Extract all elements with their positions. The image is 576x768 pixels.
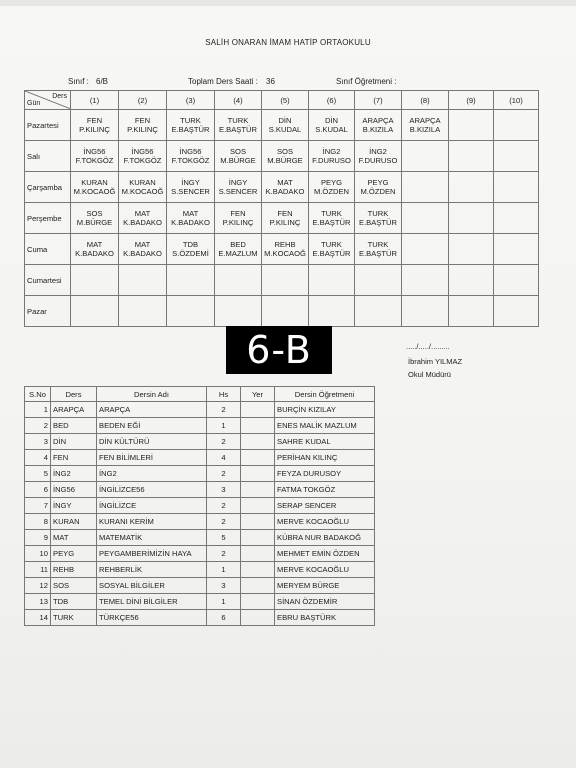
- row-number: 13: [25, 594, 51, 610]
- lesson-cell: [402, 296, 449, 327]
- lesson-teacher: E.BAŞTÜR: [359, 218, 397, 227]
- lesson-code: DİN: [324, 116, 339, 125]
- lesson-cell: [119, 172, 167, 203]
- lesson-teacher: F.TOKGÖZ: [123, 156, 162, 165]
- lesson-teacher: K.BADAKO: [123, 218, 162, 227]
- course-teacher: SİNAN ÖZDEMİR: [275, 594, 375, 610]
- lesson-teacher: M.BÜRGE: [220, 156, 256, 165]
- weekly-hours: 2: [207, 546, 241, 562]
- course-name: DİN KÜLTÜRÜ: [97, 434, 207, 450]
- lesson-cell: [215, 203, 262, 234]
- header-hs: Hs: [207, 387, 241, 402]
- lesson-cell: [309, 203, 355, 234]
- lesson-cell: [215, 172, 262, 203]
- corner-ders-label: Ders: [52, 93, 67, 100]
- course-code: FEN: [51, 450, 97, 466]
- lesson-teacher: P.KILINÇ: [127, 125, 158, 134]
- timetable-day-row: [25, 265, 539, 296]
- lesson-cell: [262, 203, 309, 234]
- course-teacher: PERİHAN KILINÇ: [275, 450, 375, 466]
- class-banner: 6-B: [226, 326, 332, 374]
- lesson-code: SOS: [86, 209, 103, 218]
- lesson-code: TURK: [321, 240, 342, 249]
- class-label: Sınıf :: [68, 77, 89, 86]
- lesson-cell: [355, 141, 402, 172]
- total-hours-label: Toplam Ders Saati :: [188, 77, 258, 86]
- signature-date: ...../...../.........: [406, 342, 450, 351]
- lesson-cell: [119, 203, 167, 234]
- course-teacher: FEYZA DURUSOY: [275, 466, 375, 482]
- lesson-cell: [262, 172, 309, 203]
- lesson-cell: [355, 296, 402, 327]
- weekly-hours: 6: [207, 610, 241, 626]
- lesson-code: TURK: [180, 116, 201, 125]
- lesson-code: İNG56: [83, 147, 106, 156]
- lesson-code: İNG56: [179, 147, 202, 156]
- lesson-code: MAT: [182, 209, 199, 218]
- row-number: 10: [25, 546, 51, 562]
- timetable-day-row: [25, 203, 539, 234]
- lesson-cell: [449, 203, 494, 234]
- lesson-teacher: K.BADAKO: [123, 249, 162, 258]
- course-list-table: [24, 386, 375, 626]
- course-code: İNG2: [51, 466, 97, 482]
- lesson-teacher: K.BADAKO: [171, 218, 210, 227]
- lesson-code: FEN: [230, 209, 246, 218]
- lesson-code: TURK: [227, 116, 249, 125]
- weekly-hours: 4: [207, 450, 241, 466]
- lesson-teacher: P.KILINÇ: [79, 125, 110, 134]
- lesson-cell: [402, 234, 449, 265]
- lesson-cell: [119, 265, 167, 296]
- lesson-code: İNGY: [181, 178, 200, 187]
- lesson-teacher: E.MAZLUM: [218, 249, 258, 258]
- course-room: [241, 562, 275, 578]
- weekly-hours: 2: [207, 434, 241, 450]
- weekly-hours: 1: [207, 418, 241, 434]
- course-name: İNGİLİZCE56: [97, 482, 207, 498]
- paper-fold: [0, 0, 576, 6]
- lesson-cell: [494, 296, 539, 327]
- course-room: [241, 594, 275, 610]
- lesson-code: MAT: [134, 240, 151, 249]
- lesson-code: PEYG: [367, 178, 389, 187]
- lesson-teacher: P.KILINÇ: [222, 218, 254, 227]
- lesson-teacher: S.ÖZDEMİ: [172, 249, 209, 258]
- course-room: [241, 466, 275, 482]
- lesson-teacher: S.KUDAL: [268, 125, 302, 134]
- course-room: [241, 578, 275, 594]
- course-room: [241, 402, 275, 418]
- lesson-code: TURK: [367, 209, 389, 218]
- lesson-teacher: E.BAŞTÜR: [312, 218, 351, 227]
- lesson-cell: [309, 110, 355, 141]
- course-teacher: MEHMET EMİN ÖZDEN: [275, 546, 375, 562]
- lesson-cell: [167, 110, 215, 141]
- period-header: (6): [309, 91, 355, 110]
- row-number: 4: [25, 450, 51, 466]
- course-name: İNGİLİZCE: [97, 498, 207, 514]
- lesson-teacher: M.KOCAOĞ: [73, 187, 116, 196]
- lesson-cell: [215, 296, 262, 327]
- course-teacher: SAHRE KUDAL: [275, 434, 375, 450]
- lesson-cell: [71, 110, 119, 141]
- day-label: Cuma: [25, 234, 71, 265]
- course-row: [25, 498, 375, 514]
- lesson-code: KURAN: [129, 178, 156, 187]
- lesson-code: İNG2: [369, 147, 387, 156]
- lesson-code: FEN: [134, 116, 151, 125]
- period-header: (7): [355, 91, 402, 110]
- lesson-teacher: P.KILINÇ: [269, 218, 301, 227]
- course-name: BEDEN EĞİ: [97, 418, 207, 434]
- course-name: İNG2: [97, 466, 207, 482]
- row-number: 6: [25, 482, 51, 498]
- course-row: [25, 466, 375, 482]
- course-row: [25, 402, 375, 418]
- lesson-cell: [262, 234, 309, 265]
- course-list-header: [25, 387, 375, 402]
- lesson-teacher: M.BÜRGE: [267, 156, 303, 165]
- lesson-code: FEN: [86, 116, 103, 125]
- corner-gun-label: Gün: [27, 100, 41, 107]
- lesson-cell: [262, 296, 309, 327]
- lesson-teacher: S.SENCER: [218, 187, 258, 196]
- timetable-day-row: [25, 172, 539, 203]
- lesson-teacher: E.BAŞTÜR: [219, 125, 257, 134]
- lesson-teacher: B.KIZILA: [362, 125, 394, 134]
- lesson-cell: [494, 234, 539, 265]
- course-row: [25, 610, 375, 626]
- course-code: DİN: [51, 434, 97, 450]
- header-ogretmen: Dersin Öğretmeni: [275, 387, 375, 402]
- lesson-code: SOS: [229, 147, 247, 156]
- lesson-cell: [262, 265, 309, 296]
- course-code: TDB: [51, 594, 97, 610]
- period-header: (10): [494, 91, 539, 110]
- lesson-cell: [494, 141, 539, 172]
- header-yer: Yer: [241, 387, 275, 402]
- weekly-hours: 2: [207, 402, 241, 418]
- lesson-code: BED: [230, 240, 246, 249]
- timetable-header-row: [25, 91, 539, 110]
- row-number: 3: [25, 434, 51, 450]
- lesson-cell: [215, 265, 262, 296]
- lesson-teacher: F.DURUSO: [358, 156, 398, 165]
- lesson-code: TDB: [182, 240, 199, 249]
- lesson-cell: [402, 203, 449, 234]
- course-teacher: MERYEM BÜRGE: [275, 578, 375, 594]
- course-teacher: ENES MALİK MAZLUM: [275, 418, 375, 434]
- course-name: ARAPÇA: [97, 402, 207, 418]
- lesson-code: DİN: [278, 116, 292, 125]
- lesson-teacher: F.DURUSO: [312, 156, 351, 165]
- lesson-teacher: B.KIZILA: [409, 125, 441, 134]
- lesson-teacher: M.BÜRGE: [76, 218, 113, 227]
- course-row: [25, 594, 375, 610]
- lesson-cell: [167, 234, 215, 265]
- lesson-cell: [119, 296, 167, 327]
- day-label: Pazar: [25, 296, 71, 327]
- lesson-teacher: E.BAŞTÜR: [359, 249, 397, 258]
- course-name: MATEMATİK: [97, 530, 207, 546]
- course-row: [25, 418, 375, 434]
- lesson-cell: [167, 172, 215, 203]
- lesson-cell: [355, 110, 402, 141]
- course-name: FEN BİLİMLERİ: [97, 450, 207, 466]
- course-room: [241, 546, 275, 562]
- lesson-teacher: E.BAŞTÜR: [171, 125, 210, 134]
- lesson-code: İNGY: [228, 178, 248, 187]
- course-row: [25, 434, 375, 450]
- day-label: Perşembe: [25, 203, 71, 234]
- lesson-cell: [449, 141, 494, 172]
- course-teacher: MERVE KOCAOĞLU: [275, 562, 375, 578]
- header-dersin-adi: Dersin Adı: [97, 387, 207, 402]
- weekly-hours: 3: [207, 482, 241, 498]
- lesson-cell: [309, 141, 355, 172]
- lesson-cell: [71, 296, 119, 327]
- lesson-cell: [167, 203, 215, 234]
- period-header: (4): [215, 91, 262, 110]
- lesson-cell: [309, 172, 355, 203]
- row-number: 14: [25, 610, 51, 626]
- lesson-cell: [119, 110, 167, 141]
- row-number: 8: [25, 514, 51, 530]
- lesson-cell: [355, 234, 402, 265]
- course-room: [241, 482, 275, 498]
- lesson-code: KURAN: [81, 178, 108, 187]
- lesson-cell: [71, 234, 119, 265]
- lesson-cell: [309, 296, 355, 327]
- course-code: TURK: [51, 610, 97, 626]
- row-number: 1: [25, 402, 51, 418]
- period-header: (9): [449, 91, 494, 110]
- course-code: KURAN: [51, 514, 97, 530]
- period-header: (8): [402, 91, 449, 110]
- period-header: (3): [167, 91, 215, 110]
- course-code: SOS: [51, 578, 97, 594]
- weekly-hours: 5: [207, 530, 241, 546]
- lesson-code: SOS: [276, 147, 294, 156]
- header-ders: Ders: [51, 387, 97, 402]
- lesson-cell: [119, 141, 167, 172]
- course-row: [25, 578, 375, 594]
- course-code: ARAPÇA: [51, 402, 97, 418]
- course-row: [25, 546, 375, 562]
- lesson-code: MAT: [86, 240, 103, 249]
- lesson-teacher: K.BADAKO: [75, 249, 114, 258]
- course-code: İNG56: [51, 482, 97, 498]
- row-number: 11: [25, 562, 51, 578]
- weekly-hours: 2: [207, 466, 241, 482]
- course-teacher: EBRU BAŞTÜRK: [275, 610, 375, 626]
- course-teacher: FATMA TOKGÖZ: [275, 482, 375, 498]
- course-code: PEYG: [51, 546, 97, 562]
- lesson-teacher: F.TOKGÖZ: [171, 156, 210, 165]
- lesson-cell: [215, 141, 262, 172]
- lesson-code: TURK: [321, 209, 342, 218]
- lesson-cell: [215, 110, 262, 141]
- course-room: [241, 514, 275, 530]
- principal-name: İbrahim YILMAZ: [408, 357, 463, 366]
- day-label: Cumartesi: [25, 265, 71, 296]
- lesson-cell: [494, 265, 539, 296]
- lesson-code: MAT: [277, 178, 293, 187]
- lesson-code: ARAPÇA: [362, 116, 394, 125]
- course-name: TEMEL DİNİ BİLGİLER: [97, 594, 207, 610]
- day-label: Çarşamba: [25, 172, 71, 203]
- period-header: (2): [119, 91, 167, 110]
- row-number: 12: [25, 578, 51, 594]
- lesson-cell: [402, 172, 449, 203]
- lesson-teacher: M.ÖZDEN: [313, 187, 349, 196]
- lesson-cell: [309, 234, 355, 265]
- course-room: [241, 498, 275, 514]
- course-room: [241, 434, 275, 450]
- lesson-teacher: M.ÖZDEN: [360, 187, 396, 196]
- row-number: 7: [25, 498, 51, 514]
- course-room: [241, 450, 275, 466]
- lesson-cell: [71, 203, 119, 234]
- lesson-code: ARAPÇA: [409, 116, 441, 125]
- lesson-cell: [449, 234, 494, 265]
- course-name: KURANI KERİM: [97, 514, 207, 530]
- weekly-hours: 2: [207, 498, 241, 514]
- course-row: [25, 450, 375, 466]
- course-row: [25, 530, 375, 546]
- lesson-teacher: S.KUDAL: [315, 125, 348, 134]
- course-code: İNGY: [51, 498, 97, 514]
- lesson-cell: [167, 141, 215, 172]
- timetable-corner: [25, 91, 71, 110]
- weekly-hours: 1: [207, 594, 241, 610]
- lesson-cell: [494, 172, 539, 203]
- lesson-cell: [449, 110, 494, 141]
- lesson-code: TURK: [367, 240, 389, 249]
- row-number: 2: [25, 418, 51, 434]
- lesson-teacher: F.TOKGÖZ: [75, 156, 114, 165]
- course-name: TÜRKÇE56: [97, 610, 207, 626]
- class-value: 6/B: [96, 77, 109, 86]
- course-row: [25, 562, 375, 578]
- lesson-code: İNG56: [131, 147, 154, 156]
- lesson-cell: [119, 234, 167, 265]
- lesson-cell: [449, 296, 494, 327]
- lesson-code: MAT: [134, 209, 151, 218]
- course-name: PEYGAMBERİMİZİN HAYA: [97, 546, 207, 562]
- weekly-hours: 3: [207, 578, 241, 594]
- class-teacher-label: Sınıf Öğretmeni :: [336, 77, 397, 86]
- lesson-code: İNG2: [322, 147, 341, 156]
- period-header: (1): [71, 91, 119, 110]
- lesson-code: FEN: [277, 209, 293, 218]
- lesson-cell: [71, 141, 119, 172]
- lesson-cell: [402, 265, 449, 296]
- course-name: REHBERLİK: [97, 562, 207, 578]
- lesson-teacher: M.KOCAOĞ: [264, 249, 306, 258]
- course-code: REHB: [51, 562, 97, 578]
- weekly-hours: 2: [207, 514, 241, 530]
- lesson-cell: [215, 234, 262, 265]
- lesson-cell: [167, 296, 215, 327]
- lesson-cell: [494, 110, 539, 141]
- lesson-code: REHB: [274, 240, 296, 249]
- lesson-teacher: K.BADAKO: [265, 187, 305, 196]
- lesson-cell: [494, 203, 539, 234]
- lesson-teacher: M.KOCAOĞ: [121, 187, 164, 196]
- timetable-day-row: [25, 296, 539, 327]
- timetable-day-row: [25, 110, 539, 141]
- lesson-cell: [449, 172, 494, 203]
- course-teacher: SERAP SENCER: [275, 498, 375, 514]
- course-teacher: KÜBRA NUR BADAKOĞ: [275, 530, 375, 546]
- lesson-teacher: S.SENCER: [171, 187, 210, 196]
- weekly-hours: 1: [207, 562, 241, 578]
- lesson-cell: [71, 265, 119, 296]
- course-name: SOSYAL BİLGİLER: [97, 578, 207, 594]
- header-sno: S.No: [25, 387, 51, 402]
- course-row: [25, 514, 375, 530]
- principal-role: Okul Müdürü: [408, 370, 451, 379]
- lesson-cell: [402, 110, 449, 141]
- lesson-cell: [71, 172, 119, 203]
- course-code: MAT: [51, 530, 97, 546]
- lesson-cell: [402, 141, 449, 172]
- period-header: (5): [262, 91, 309, 110]
- lesson-cell: [309, 265, 355, 296]
- lesson-cell: [262, 110, 309, 141]
- weekly-timetable: [24, 90, 539, 327]
- course-teacher: MERVE KOCAOĞLU: [275, 514, 375, 530]
- lesson-cell: [355, 172, 402, 203]
- row-number: 5: [25, 466, 51, 482]
- lesson-cell: [167, 265, 215, 296]
- day-label: Pazartesi: [25, 110, 71, 141]
- lesson-code: PEYG: [320, 178, 343, 187]
- course-room: [241, 418, 275, 434]
- course-row: [25, 482, 375, 498]
- lesson-teacher: E.BAŞTÜR: [312, 249, 351, 258]
- day-label: Salı: [25, 141, 71, 172]
- course-room: [241, 610, 275, 626]
- course-code: BED: [51, 418, 97, 434]
- lesson-cell: [262, 141, 309, 172]
- lesson-cell: [449, 265, 494, 296]
- total-hours-value: 36: [266, 77, 275, 86]
- lesson-cell: [355, 203, 402, 234]
- school-title: SALİH ONARAN İMAM HATİP ORTAOKULU: [205, 38, 371, 47]
- timetable-day-row: [25, 141, 539, 172]
- lesson-cell: [355, 265, 402, 296]
- row-number: 9: [25, 530, 51, 546]
- timetable-day-row: [25, 234, 539, 265]
- course-teacher: BURÇİN KIZILAY: [275, 402, 375, 418]
- course-room: [241, 530, 275, 546]
